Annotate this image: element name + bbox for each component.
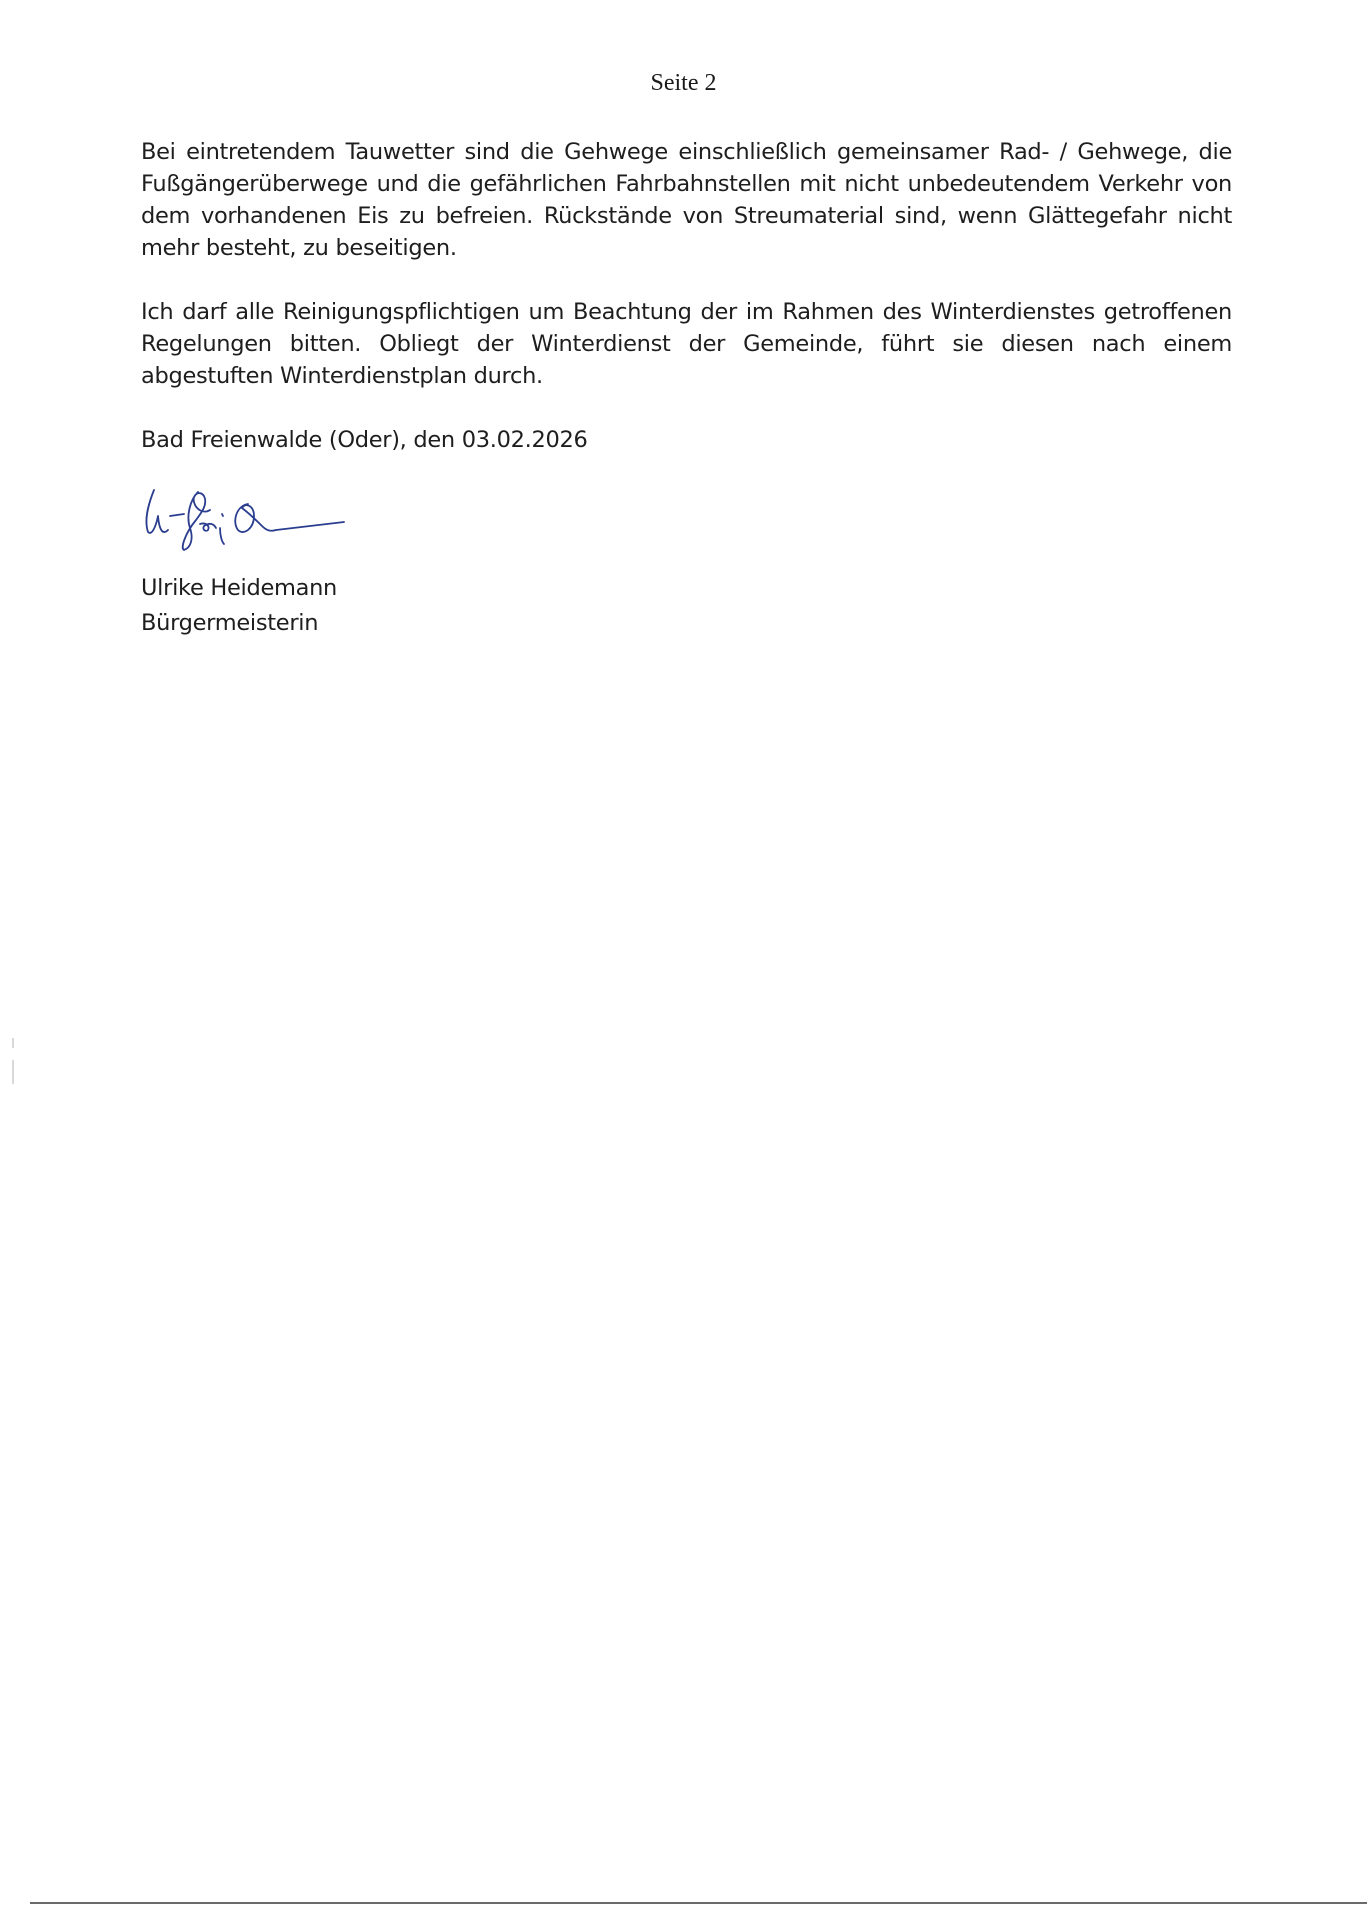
paragraph-thaw-weather: Bei eintretendem Tauwetter sind die Gehwege einschließlich gemeinsamer Rad- / Gehwege, die Fußgängerüberwege und die gefährlichen Fahrbahnstellen mit nicht unbedeutendem Verkehr von dem vorhandenen Eis zu befreien. Rückstände von Streumaterial sind, wenn Glättegefahr nicht mehr besteht, zu beseitigen. [141, 139, 1232, 261]
place-and-date: Bad Freienwalde (Oder), den 03.02.2026 [141, 427, 588, 453]
scan-artifact [12, 1038, 14, 1048]
footer-divider [30, 1902, 1367, 1904]
paragraph-winter-service: Ich darf alle Reinigungspflichtigen um Beachtung der im Rahmen des Winterdienstes getroffenen Regelungen bitten. Obliegt der Winterdienst der Gemeinde, führt sie diesen nach einem abgestuften Winterdienstplan durch. [141, 299, 1232, 389]
signer-role: Bürgermeisterin [141, 610, 319, 636]
scan-artifact [12, 1060, 14, 1084]
handwritten-signature [140, 470, 380, 560]
page-number: Seite 2 [650, 70, 717, 96]
signer-name: Ulrike Heidemann [141, 575, 338, 601]
